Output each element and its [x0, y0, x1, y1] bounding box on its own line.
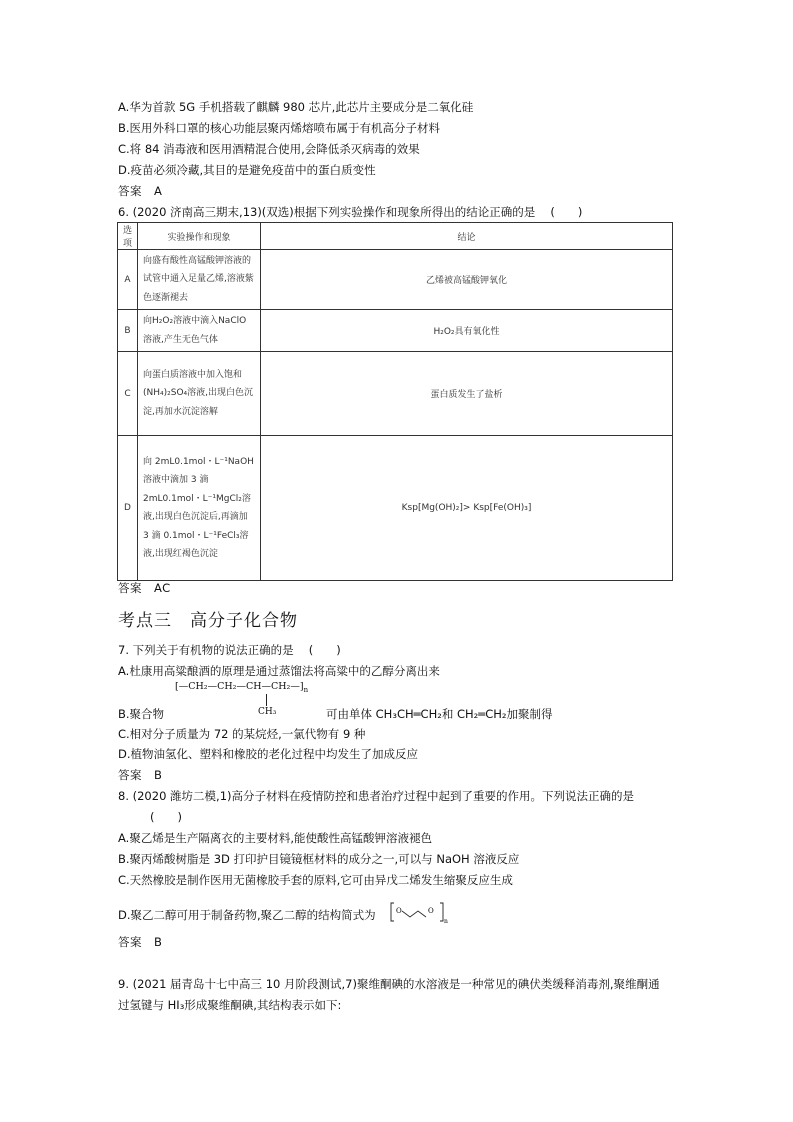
table-header-row: [118, 223, 673, 250]
peg-bracket-right: [440, 903, 443, 921]
q8-stem: 8. (2020 潍坊二模,1)高分子材料在疫情防控和患者治疗过程中起到了重要的作用。下列说法正确的是: [118, 789, 634, 803]
table-row: [118, 310, 673, 352]
peg-subscript: n: [444, 918, 448, 924]
header-option: 选项: [118, 223, 138, 250]
q5-answer: 答案 A: [118, 184, 163, 198]
polymer-bracket-left: [: [175, 681, 179, 692]
q7-stem: 7. 下列关于有机物的说法正确的是 ( ): [118, 643, 341, 657]
polymer-subscript: n: [303, 685, 309, 694]
polymer-structure: [175, 681, 309, 717]
peg-zigzag: [402, 911, 426, 917]
row-operation: 向蛋白质溶液中加入饱和(NH₄)₂SO₄溶液,出现白色沉淀,再加水沉淀溶解: [138, 352, 261, 436]
table-row: [118, 436, 673, 581]
row-conclusion: Ksp[Mg(OH)₂]> Ksp[Fe(OH)₃]: [261, 436, 673, 581]
q9-line-2: 过氢键与 HI₃形成聚维酮碘,其结构表示如下:: [118, 998, 342, 1012]
polymer-branch: CH₃: [258, 707, 277, 717]
peg-oxygen-left: O: [396, 907, 402, 915]
q8-option-d: D.聚乙二醇可用于制备药物,聚乙二醇的结构简式为: [118, 908, 376, 922]
row-option: D: [118, 436, 138, 581]
row-conclusion: 乙烯被高锰酸钾氧化: [261, 250, 673, 310]
row-operation: 向H₂O₂溶液中滴入NaClO溶液,产生无色气体: [138, 310, 261, 352]
peg-oxygen-right: O: [428, 907, 434, 915]
q7-option-d: D.植物油氢化、塑料和橡胶的老化过程中均发生了加成反应: [118, 747, 419, 761]
row-option: A: [118, 250, 138, 310]
q6-answer: 答案 AC: [118, 581, 171, 595]
q8-answer: 答案 B: [118, 935, 163, 949]
q6-stem: 6. (2020 济南高三期末,13)(双选)根据下列实验操作和现象所得出的结论正确的是 ( ): [118, 205, 583, 219]
row-conclusion: H₂O₂具有氧化性: [261, 310, 673, 352]
q7-option-c: C.相对分子质量为 72 的某烷烃,一氯代物有 9 种: [118, 727, 366, 741]
row-conclusion: 蛋白质发生了盐析: [261, 352, 673, 436]
q7-option-b-prefix: B.聚合物: [118, 707, 165, 721]
section-title: 考点三 高分子化合物: [118, 611, 298, 631]
q5-option-c: C.将 84 消毒液和医用酒精混合使用,会降低杀灭病毒的效果: [118, 142, 420, 156]
q8-option-a: A.聚乙烯是生产隔离衣的主要材料,能使酸性高锰酸钾溶液褪色: [118, 831, 432, 845]
row-option: C: [118, 352, 138, 436]
q5-option-a: A.华为首款 5G 手机搭载了麒麟 980 芯片,此芯片主要成分是二氧化硅: [118, 100, 474, 114]
q7-answer: 答案 B: [118, 768, 163, 782]
q9-line-1: 9. (2021 届青岛十七中高三 10 月阶段测试,7)聚维酮碘的水溶液是一种常见的碘伏类缓释消毒剂,聚维酮通: [118, 977, 660, 991]
polymer-bracket-right: ]: [299, 681, 304, 692]
row-operation: 向 2mL0.1mol・L⁻¹NaOH溶液中滴加 3 滴 2mL0.1mol・L⁻¹MgCl₂溶液,出现白色沉淀后,再滴加 3 滴 0.1mol・L⁻¹FeCl₃溶液,出现红褐色沉淀: [138, 436, 261, 581]
q8-option-b: B.聚丙烯酸树脂是 3D 打印护目镜镜框材料的成分之一,可以与 NaOH 溶液反应: [118, 852, 520, 866]
q7-option-a: A.杜康用高粱酿酒的原理是通过蒸馏法将高粱中的乙醇分离出来: [118, 664, 440, 678]
row-option: B: [118, 310, 138, 352]
q7-option-b-suffix: 可由单体 CH₃CH═CH₂和 CH₂═CH₂加聚制得: [326, 707, 553, 721]
experiment-table: [117, 222, 673, 581]
row-operation: 向盛有酸性高锰酸钾溶液的试管中通入足量乙烯,溶液紫色逐渐褪去: [138, 250, 261, 310]
q8-paren: ( ): [150, 810, 182, 824]
table-row: [118, 250, 673, 310]
q8-option-c: C.天然橡胶是制作医用无菌橡胶手套的原料,它可由异戊二烯发生缩聚反应生成: [118, 873, 513, 887]
header-operation: 实验操作和现象: [138, 223, 261, 250]
q5-option-b: B.医用外科口罩的核心功能层聚丙烯熔喷布属于有机高分子材料: [118, 121, 441, 135]
peg-structure: [390, 900, 450, 924]
q5-option-d: D.疫苗必须冷藏,其目的是避免疫苗中的蛋白质变性: [118, 163, 376, 177]
peg-bracket-left: [391, 903, 394, 921]
table-row: [118, 352, 673, 436]
polymer-branch-bond: [266, 694, 267, 706]
header-conclusion: 结论: [261, 223, 673, 250]
polymer-chain: —CH₂—CH₂—CH—CH₂—: [178, 681, 300, 692]
